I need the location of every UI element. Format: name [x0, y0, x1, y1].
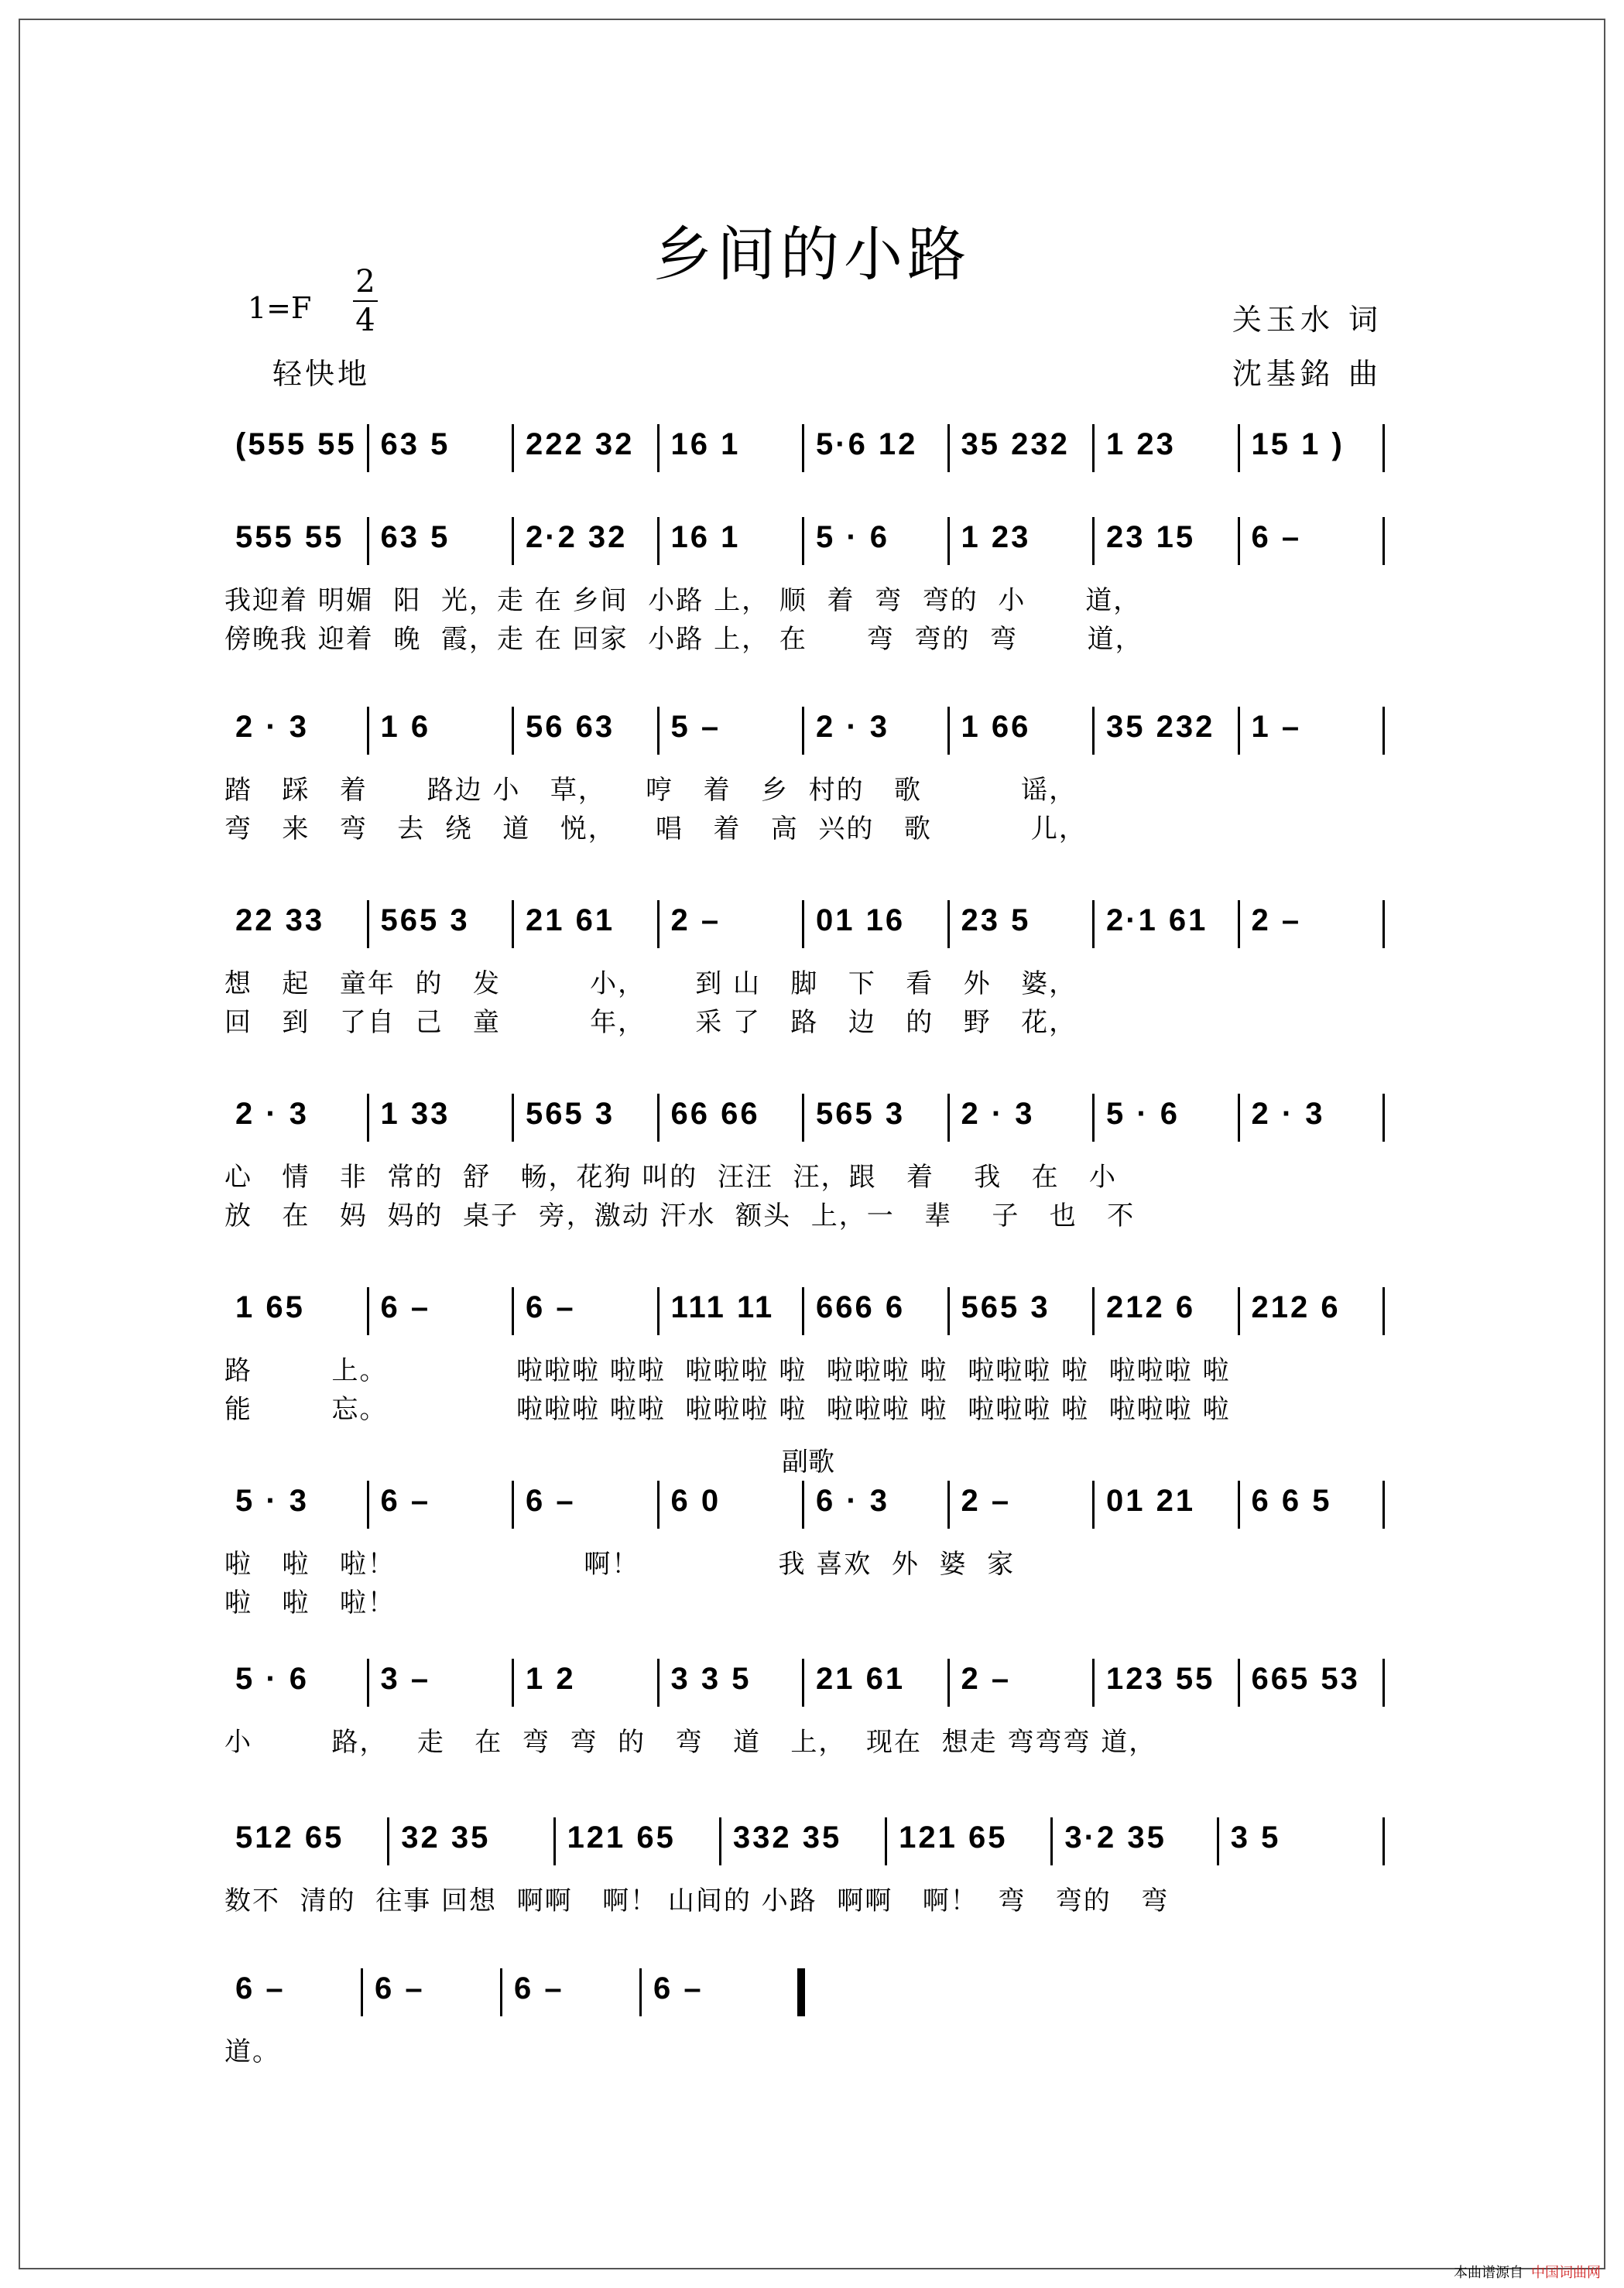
- notation-line: [224, 1811, 1386, 1873]
- measure: 16 1: [670, 520, 741, 554]
- measure: 1 –: [1251, 710, 1302, 744]
- measure: 2 · 3: [235, 1097, 310, 1131]
- barline: [1382, 1094, 1385, 1142]
- measure: 01 16: [816, 903, 906, 937]
- measure: 2·2 32: [526, 520, 628, 554]
- measure: 6 –: [380, 1484, 431, 1518]
- measure: 6 –: [380, 1290, 431, 1324]
- barline: [1238, 1094, 1240, 1142]
- measure: 23 15: [1106, 520, 1196, 554]
- lyric-line-2: 回 到 了自 己 童 年， 采 了 路 边 的 野 花，: [224, 1007, 1078, 1038]
- barline: [367, 1659, 369, 1707]
- measure: 665 53: [1251, 1662, 1360, 1696]
- measure: 2 · 3: [816, 710, 890, 744]
- barline: [1092, 1094, 1095, 1142]
- measure: 212 6: [1251, 1290, 1341, 1324]
- barline: [802, 707, 804, 755]
- barline: [657, 707, 660, 755]
- barline: [802, 517, 804, 565]
- key-signature: 1=F: [248, 291, 312, 325]
- footer: [1454, 2262, 1601, 2282]
- barline: [947, 517, 950, 565]
- barline: [512, 900, 514, 948]
- barline: [1382, 424, 1385, 472]
- barline: [1050, 1817, 1053, 1865]
- measure: 3·2 35: [1064, 1820, 1167, 1855]
- measure: 35 232: [961, 427, 1070, 461]
- left-margin-watermark: [2, 31, 12, 2245]
- measure: 6 –: [526, 1290, 576, 1324]
- measure: 5·6 12: [816, 427, 918, 461]
- barline: [367, 900, 369, 948]
- barline: [387, 1817, 389, 1865]
- barline: [802, 900, 804, 948]
- barline: [657, 900, 660, 948]
- barline: [512, 1287, 514, 1335]
- measure: 2 · 3: [961, 1097, 1035, 1131]
- right-margin-watermark: [1612, 31, 1622, 2245]
- measure: 666 6: [816, 1290, 906, 1324]
- barline: [802, 1287, 804, 1335]
- barline: [947, 707, 950, 755]
- measure: 5 · 6: [1106, 1097, 1180, 1131]
- measure: 332 35: [732, 1820, 842, 1855]
- barline: [1382, 1287, 1385, 1335]
- meter-top: 2: [355, 264, 375, 300]
- notation-line: [224, 511, 1386, 573]
- measure: 2 –: [961, 1484, 1012, 1518]
- measure: 212 6: [1106, 1290, 1196, 1324]
- lyric-line-2: 傍晚我 迎着 晚 霞，走 在 回家 小路 上， 在 弯 弯的 弯 道，: [224, 624, 1143, 655]
- barline: [1092, 1481, 1095, 1529]
- barline: [802, 424, 804, 472]
- barline: [1238, 517, 1240, 565]
- barline: [1092, 707, 1095, 755]
- measure: 6 0: [670, 1484, 721, 1518]
- barline: [1092, 517, 1095, 565]
- barline: [1238, 1287, 1240, 1335]
- barline: [1382, 707, 1385, 755]
- measure: 23 5: [961, 903, 1031, 937]
- measure: 1 23: [961, 520, 1031, 554]
- measure: 66 66: [670, 1097, 760, 1131]
- notation-line: [224, 1962, 1386, 2024]
- composer-credit: 沈基銘 曲: [1232, 357, 1382, 391]
- lyric-line-1: 我迎着 明媚 阳 光，走 在 乡间 小路 上， 顺 着 弯 弯的 小 道，: [224, 585, 1142, 616]
- barline: [1382, 900, 1385, 948]
- song-title: 乡间的小路: [653, 220, 971, 289]
- notation-line: [224, 894, 1386, 956]
- lyric-line-1: 小 路， 走 在 弯 弯 的 弯 道 上， 现在 想走 弯弯弯 道，: [224, 1727, 1157, 1758]
- measure: 565 3: [526, 1097, 615, 1131]
- measure: 123 55: [1106, 1662, 1215, 1696]
- measure: 2 –: [670, 903, 721, 937]
- source-label: 本曲谱源自: [1454, 2265, 1523, 2281]
- measure: 1 66: [961, 710, 1031, 744]
- barline: [361, 1968, 363, 2016]
- notation-line: [224, 1475, 1386, 1536]
- notation-line: [224, 418, 1386, 480]
- barline: [1092, 900, 1095, 948]
- lyric-line-1: 心 情 非 常的 舒 畅，花狗 叫的 汪汪 汪，跟 着 我 在 小: [224, 1162, 1118, 1193]
- barline: [512, 1481, 514, 1529]
- lyric-line-1: 数不 清的 往事 回想 啊啊 啊！ 山间的 小路 啊啊 啊！ 弯 弯的 弯: [224, 1886, 1170, 1916]
- barline: [367, 1094, 369, 1142]
- measure: 6 6 5: [1251, 1484, 1332, 1518]
- measure: 21 61: [816, 1662, 906, 1696]
- barline: [1238, 900, 1240, 948]
- barline: [802, 1094, 804, 1142]
- barline: [885, 1817, 887, 1865]
- barline: [1238, 1659, 1240, 1707]
- barline: [947, 1481, 950, 1529]
- measure: 5 · 3: [235, 1484, 310, 1518]
- barline: [657, 517, 660, 565]
- barline: [1217, 1817, 1219, 1865]
- time-signature: [350, 263, 381, 339]
- measure: 555 55: [235, 520, 344, 554]
- barline: [657, 1659, 660, 1707]
- measure: 565 3: [380, 903, 470, 937]
- measure: 2·1 61: [1106, 903, 1208, 937]
- barline: [512, 1659, 514, 1707]
- barline: [947, 424, 950, 472]
- lyric-line-2: 啦 啦 啦！: [224, 1588, 396, 1618]
- measure: 512 65: [235, 1820, 344, 1855]
- measure: 2 –: [961, 1662, 1012, 1696]
- measure: 6 · 3: [816, 1484, 890, 1518]
- measure: 56 63: [526, 710, 615, 744]
- measure: 6 –: [1251, 520, 1302, 554]
- notation-line: [224, 700, 1386, 762]
- barline: [512, 707, 514, 755]
- measure: 63 5: [380, 427, 451, 461]
- measure: 1 33: [380, 1097, 451, 1131]
- barline: [657, 1287, 660, 1335]
- measure: 21 61: [526, 903, 615, 937]
- measure: 2 –: [1251, 903, 1302, 937]
- barline: [1238, 707, 1240, 755]
- barline: [947, 1094, 950, 1142]
- barline: [1382, 1659, 1385, 1707]
- measure: 1 23: [1106, 427, 1176, 461]
- final-barline: [797, 1968, 805, 2016]
- brand-logo-text: 中国词曲网: [1531, 2265, 1601, 2281]
- notation-line: [224, 1087, 1386, 1149]
- lyric-line-1: 啦 啦 啦！ 啊！ 我 喜欢 外 婆 家: [224, 1549, 1016, 1580]
- barline: [1382, 517, 1385, 565]
- measure: 222 32: [526, 427, 635, 461]
- measure: 32 35: [401, 1820, 491, 1855]
- measure: 1 65: [235, 1290, 305, 1324]
- barline: [802, 1659, 804, 1707]
- lyric-line-1: 道。: [224, 2036, 280, 2067]
- measure: (555 55: [235, 427, 357, 461]
- lyric-line-1: 想 起 童年 的 发 小， 到 山 脚 下 看 外 婆，: [224, 968, 1078, 999]
- barline: [1382, 1817, 1385, 1865]
- measure: 16 1: [670, 427, 741, 461]
- barline: [500, 1968, 502, 2016]
- measure: 01 21: [1106, 1484, 1196, 1518]
- barline: [553, 1817, 556, 1865]
- measure: 3 3 5: [670, 1662, 752, 1696]
- measure: 3 –: [380, 1662, 431, 1696]
- barline: [367, 517, 369, 565]
- lyricist-credit: 关玉水 词: [1232, 303, 1382, 337]
- lyric-line-1: 踏 踩 着 路边 小 草， 哼 着 乡 村的 歌 谣，: [224, 775, 1078, 806]
- barline: [947, 900, 950, 948]
- measure: 3 5: [1230, 1820, 1281, 1855]
- barline: [1238, 424, 1240, 472]
- measure: 6 –: [514, 1971, 564, 2005]
- barline: [1092, 1287, 1095, 1335]
- measure: 565 3: [816, 1097, 906, 1131]
- lyric-line-2: 弯 来 弯 去 绕 道 悦， 唱 着 高 兴的 歌 儿，: [224, 813, 1087, 844]
- barline: [367, 424, 369, 472]
- barline: [367, 1287, 369, 1335]
- lyric-line-1: 路 上。 啦啦啦 啦啦 啦啦啦 啦 啦啦啦 啦 啦啦啦 啦 啦啦啦 啦: [224, 1355, 1231, 1386]
- barline: [719, 1817, 721, 1865]
- notation-line: [224, 1281, 1386, 1343]
- barline: [512, 517, 514, 565]
- barline: [947, 1659, 950, 1707]
- barline: [512, 424, 514, 472]
- barline: [639, 1968, 642, 2016]
- barline: [367, 707, 369, 755]
- measure: 6 –: [653, 1971, 704, 2005]
- measure: 565 3: [961, 1290, 1050, 1324]
- measure: 2 · 3: [235, 710, 310, 744]
- measure: 63 5: [380, 520, 451, 554]
- measure: 5 · 6: [816, 520, 890, 554]
- notation-line: [224, 1653, 1386, 1714]
- measure: 1 2: [526, 1662, 576, 1696]
- measure: 6 –: [235, 1971, 286, 2005]
- section-label: 副歌: [782, 1447, 834, 1478]
- lyric-line-2: 放 在 妈 妈的 桌子 旁，激动 汗水 额头 上，一 辈 子 也 不: [224, 1201, 1136, 1231]
- barline: [367, 1481, 369, 1529]
- barline: [657, 1481, 660, 1529]
- measure: 2 · 3: [1251, 1097, 1325, 1131]
- barline: [1092, 424, 1095, 472]
- measure: 5 –: [670, 710, 721, 744]
- barline: [657, 424, 660, 472]
- measure: 5 · 6: [235, 1662, 310, 1696]
- meter-bottom: 4: [355, 303, 375, 338]
- lyric-line-2: 能 忘。 啦啦啦 啦啦 啦啦啦 啦 啦啦啦 啦 啦啦啦 啦 啦啦啦 啦: [224, 1394, 1231, 1425]
- measure: 121 65: [567, 1820, 676, 1855]
- barline: [1382, 1481, 1385, 1529]
- barline: [657, 1094, 660, 1142]
- measure: 15 1 ): [1251, 427, 1345, 461]
- measure: 1 6: [380, 710, 431, 744]
- barline: [1092, 1659, 1095, 1707]
- barline: [1238, 1481, 1240, 1529]
- barline: [802, 1481, 804, 1529]
- measure: 6 –: [526, 1484, 576, 1518]
- measure: 22 33: [235, 903, 325, 937]
- barline: [947, 1287, 950, 1335]
- measure: 35 232: [1106, 710, 1215, 744]
- measure: 6 –: [375, 1971, 425, 2005]
- barline: [512, 1094, 514, 1142]
- measure: 121 65: [899, 1820, 1008, 1855]
- measure: 111 11: [670, 1290, 775, 1324]
- tempo-marking: 轻快地: [272, 357, 371, 391]
